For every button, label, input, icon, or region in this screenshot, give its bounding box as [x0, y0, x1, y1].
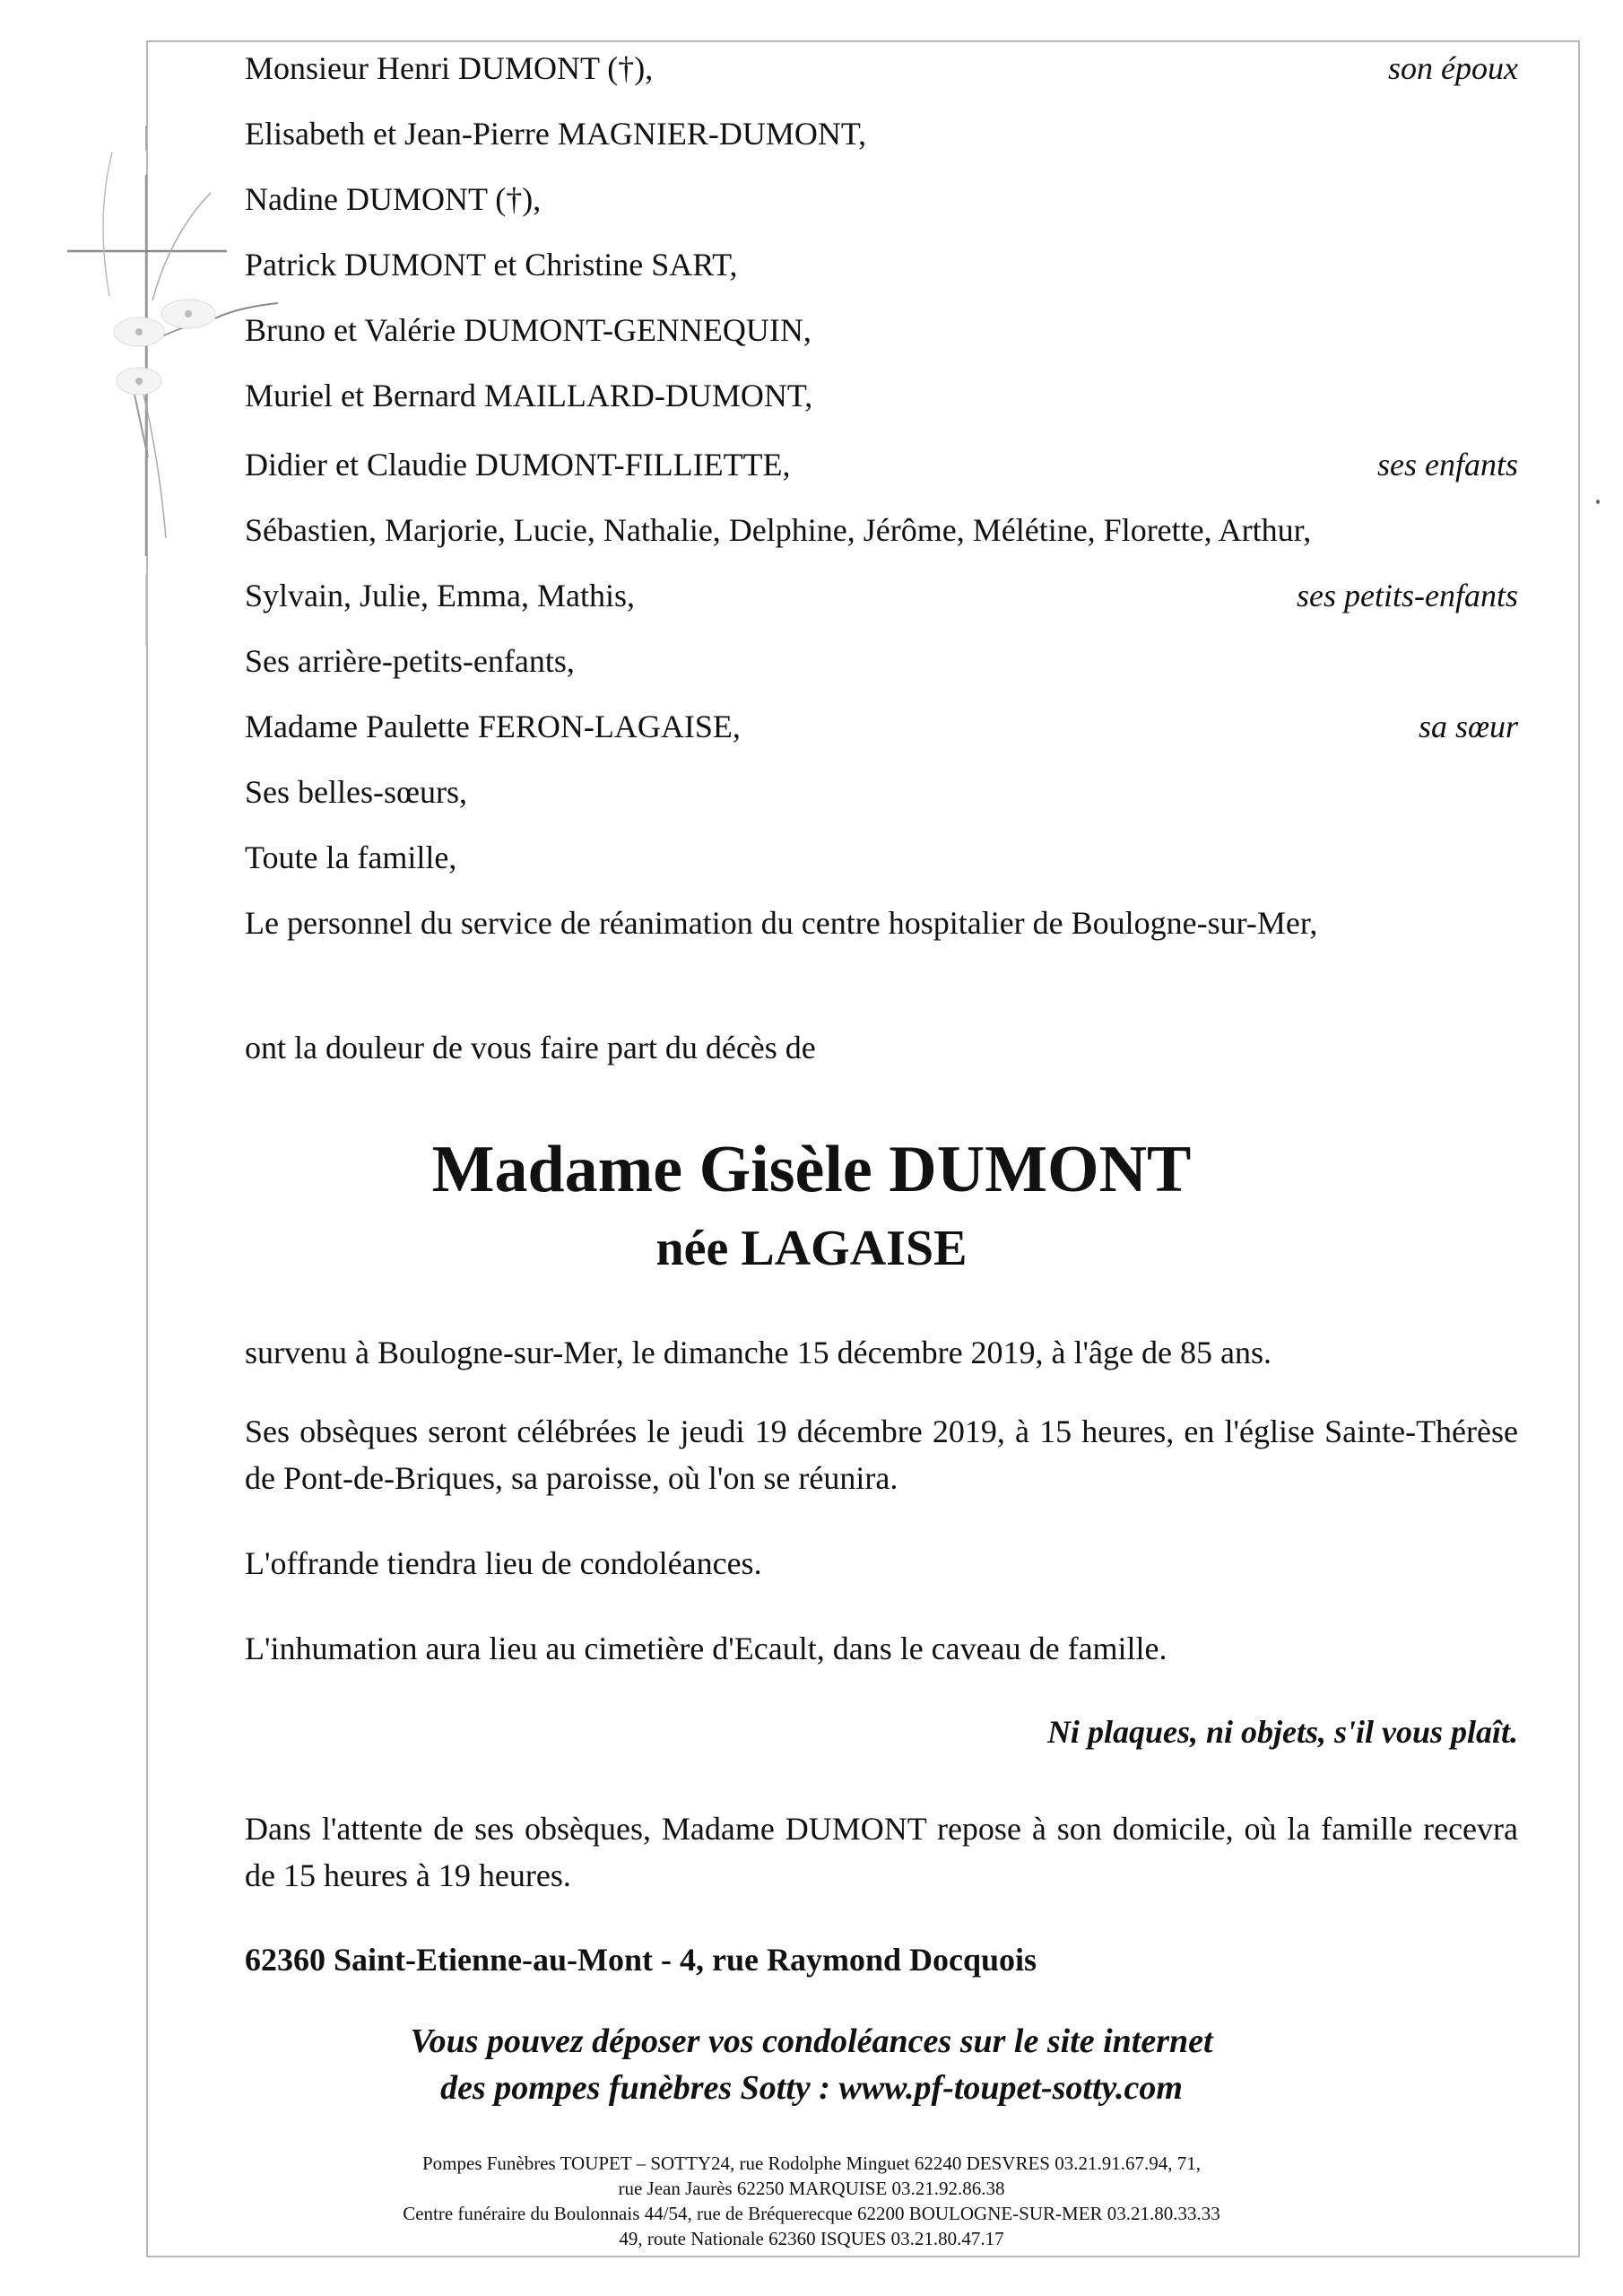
family-role: son époux	[1388, 50, 1518, 86]
offering-info: L'offrande tiendra lieu de condoléances.	[245, 1545, 762, 1581]
family-name: Nadine DUMONT (†),	[245, 181, 542, 217]
family-name: Ses belles-sœurs,	[245, 774, 467, 810]
family-name: Sylvain, Julie, Emma, Mathis,	[245, 578, 635, 613]
family-role: ses petits-enfants	[1297, 578, 1518, 613]
family-name: Le personnel du service de réanimation du centre hospitalier de Boulogne-sur-Mer,	[245, 905, 1318, 941]
family-role: ses enfants	[1377, 447, 1518, 483]
family-name: Elisabeth et Jean-Pierre MAGNIER-DUMONT,	[245, 116, 867, 152]
family-name: Ses arrière-petits-enfants,	[245, 643, 575, 679]
footer-line: 49, route Nationale 62360 ISQUES 03.21.80.47.17	[619, 2228, 1004, 2249]
family-name: Madame Paulette FERON-LAGAISE,	[245, 709, 741, 744]
home-address: 62360 Saint-Etienne-au-Mont - 4, rue Raymond Docquois	[245, 1942, 1037, 1978]
footer-line: rue Jean Jaurès 62250 MARQUISE 03.21.92.86.38	[618, 2178, 1005, 2199]
family-name: Didier et Claudie DUMONT-FILLIETTE,	[245, 447, 791, 483]
footer-line: Centre funéraire du Boulonnais 44/54, rue de Bréquerecque 62200 BOULOGNE-SUR-MER 03.21.80.33.33	[403, 2203, 1220, 2224]
scan-speck	[1596, 500, 1600, 504]
deceased-maiden-name: née LAGAISE	[655, 1221, 968, 1276]
family-name: Sébastien, Marjorie, Lucie, Nathalie, Delphine, Jérôme, Mélétine, Florette, Arthur,	[245, 512, 1312, 548]
no-flowers-note: Ni plaques, ni objets, s'il vous plaît.	[1046, 1714, 1518, 1750]
family-name: Toute la famille,	[245, 839, 457, 875]
family-name: Muriel et Bernard MAILLARD-DUMONT,	[245, 378, 813, 413]
footer-line: Pompes Funèbres TOUPET – SOTTY24, rue Rodolphe Minguet 62240 DESVRES 03.21.91.67.94, 71,	[421, 2152, 1201, 2174]
deceased-name: Madame Gisèle DUMONT	[431, 1133, 1192, 1206]
burial-info: L'inhumation aura lieu au cimetière d'Ecault, dans le caveau de famille.	[245, 1631, 1167, 1666]
condolence-web-line-2[interactable]: des pompes funèbres Sotty : www.pf-toupet-sotty.com	[440, 2069, 1183, 2107]
family-name: Bruno et Valérie DUMONT-GENNEQUIN,	[245, 312, 812, 348]
viewing-info: Dans l'attente de ses obsèques, Madame DUMONT repose à son domicile, où la famille recevra de 15 heures à 19 heures.	[245, 1811, 1518, 1893]
condolence-web-line-1: Vous pouvez déposer vos condoléances sur le site internet	[410, 2022, 1213, 2060]
family-name: Patrick DUMONT et Christine SART,	[245, 247, 738, 283]
family-name: Monsieur Henri DUMONT (†),	[245, 50, 654, 86]
family-role: sa sœur	[1418, 709, 1518, 744]
death-info: survenu à Boulogne-sur-Mer, le dimanche 15 décembre 2019, à l'âge de 85 ans.	[245, 1335, 1271, 1370]
announcement: ont la douleur de vous faire part du décès de	[245, 1030, 816, 1065]
funeral-info: Ses obsèques seront célébrées le jeudi 19 décembre 2019, à 15 heures, en l'église Sainte-Thérèse de Pont-de-Briques, sa paroisse, où l'on se réunira.	[245, 1413, 1518, 1496]
